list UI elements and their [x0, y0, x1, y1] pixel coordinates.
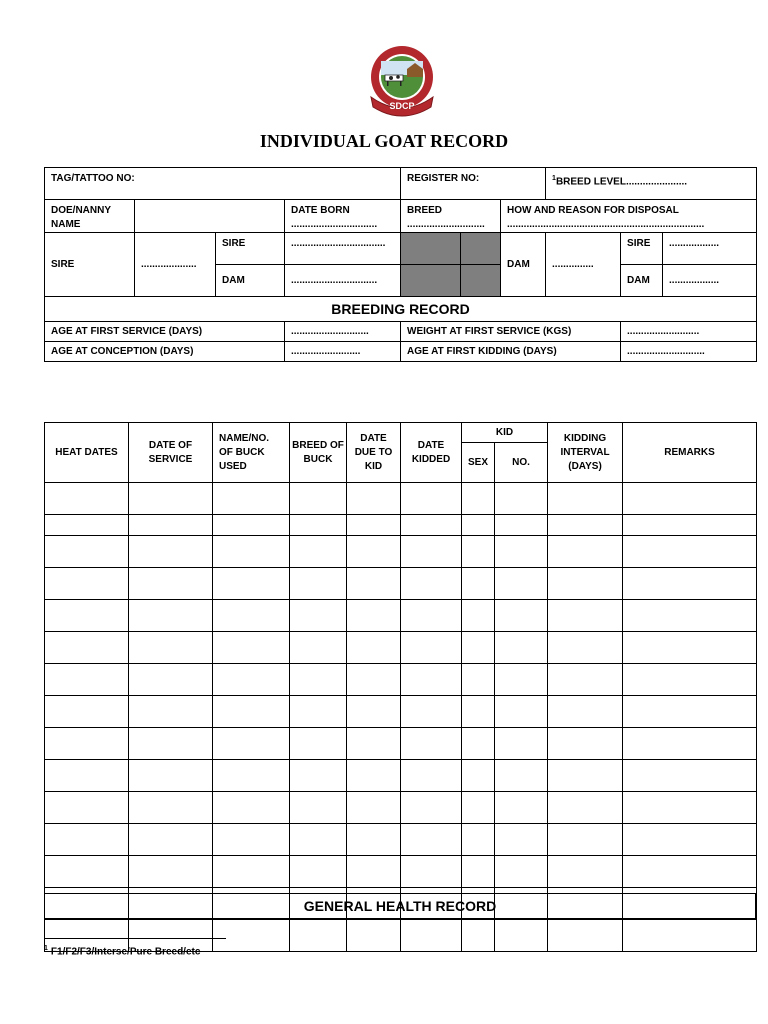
entry-cell[interactable] [623, 920, 757, 952]
entry-cell[interactable] [462, 515, 495, 536]
entry-cell[interactable] [129, 792, 213, 824]
table-row [45, 568, 757, 600]
col-breed-of-buck: BREED OF BUCK [290, 423, 347, 483]
entry-cell[interactable] [347, 728, 401, 760]
entry-cell[interactable] [462, 792, 495, 824]
footnote-rule [44, 938, 226, 939]
table-row [45, 632, 757, 664]
entry-cell[interactable] [401, 728, 462, 760]
entry-cell[interactable] [290, 483, 347, 515]
entry-cell[interactable] [45, 483, 129, 515]
table-row [45, 856, 757, 888]
age-conception-field[interactable]: ......................... [285, 342, 401, 362]
breed-field[interactable]: BREED ............................ [401, 200, 501, 233]
entry-cell[interactable] [45, 536, 129, 568]
table-row [45, 760, 757, 792]
dam-sire-label: SIRE [621, 233, 663, 265]
entry-cell[interactable] [213, 600, 290, 632]
entry-cell[interactable] [290, 856, 347, 888]
entry-cell[interactable] [290, 600, 347, 632]
age-first-service-field[interactable]: ............................ [285, 322, 401, 342]
entry-cell[interactable] [129, 824, 213, 856]
entry-cell[interactable] [401, 696, 462, 728]
entry-cell[interactable] [495, 856, 548, 888]
entry-cell[interactable] [623, 568, 757, 600]
entry-cell[interactable] [45, 696, 129, 728]
col-buck-used: NAME/NO. OF BUCK USED [213, 423, 290, 483]
entry-cell[interactable] [213, 568, 290, 600]
sire-label: SIRE [45, 233, 135, 297]
entry-cell[interactable] [129, 483, 213, 515]
entry-cell[interactable] [347, 920, 401, 952]
entry-cell[interactable] [548, 920, 623, 952]
entry-cell[interactable] [401, 515, 462, 536]
entry-cell[interactable] [290, 568, 347, 600]
entry-cell[interactable] [45, 632, 129, 664]
entry-cell[interactable] [347, 536, 401, 568]
col-remarks: REMARKS [623, 423, 757, 483]
entry-cell[interactable] [623, 536, 757, 568]
entry-cell[interactable] [401, 856, 462, 888]
entry-cell[interactable] [45, 792, 129, 824]
entry-cell[interactable] [347, 824, 401, 856]
dam-field[interactable]: ............... [546, 233, 621, 297]
entry-cell[interactable] [495, 483, 548, 515]
shaded-cell [461, 233, 501, 265]
entry-cell[interactable] [548, 760, 623, 792]
col-sex: SEX [462, 443, 495, 483]
entry-cell[interactable] [290, 632, 347, 664]
entry-cell[interactable] [548, 792, 623, 824]
age-first-kidding-label: AGE AT FIRST KIDDING (DAYS) [401, 342, 621, 362]
entry-cell[interactable] [495, 536, 548, 568]
shaded-cell [401, 233, 461, 265]
entry-cell[interactable] [213, 792, 290, 824]
dam-label: DAM [501, 233, 546, 297]
table-row [45, 515, 757, 536]
entry-cell[interactable] [462, 568, 495, 600]
entry-cell[interactable] [45, 568, 129, 600]
entry-cell[interactable] [290, 824, 347, 856]
entry-cell[interactable] [45, 515, 129, 536]
general-health-heading: GENERAL HEALTH RECORD [45, 894, 756, 919]
entry-cell[interactable] [401, 483, 462, 515]
entry-cell[interactable] [347, 515, 401, 536]
entry-cell[interactable] [548, 568, 623, 600]
entry-cell[interactable] [213, 536, 290, 568]
entry-cell[interactable] [548, 515, 623, 536]
tag-tattoo-field[interactable]: TAG/TATTOO NO: [45, 168, 401, 200]
table-row [45, 600, 757, 632]
entry-cell[interactable] [290, 760, 347, 792]
entry-cell[interactable] [401, 600, 462, 632]
entry-cell[interactable] [347, 600, 401, 632]
entry-cell[interactable] [548, 856, 623, 888]
entry-cell[interactable] [495, 920, 548, 952]
entry-cell[interactable] [548, 536, 623, 568]
entry-cell[interactable] [129, 632, 213, 664]
page-title: INDIVIDUAL GOAT RECORD [259, 131, 509, 151]
entry-cell[interactable] [213, 728, 290, 760]
entry-cell[interactable] [495, 568, 548, 600]
entry-cell[interactable] [347, 664, 401, 696]
entry-cell[interactable] [462, 728, 495, 760]
entry-cell[interactable] [213, 632, 290, 664]
entry-cell[interactable] [623, 600, 757, 632]
entry-cell[interactable] [623, 856, 757, 888]
entry-cell[interactable] [290, 515, 347, 536]
col-date-due: DATE DUE TO KID [347, 423, 401, 483]
entry-cell[interactable] [290, 728, 347, 760]
entry-cell[interactable] [45, 728, 129, 760]
table-row [45, 728, 757, 760]
age-conception-label: AGE AT CONCEPTION (DAYS) [45, 342, 285, 362]
entry-cell[interactable] [495, 696, 548, 728]
entry-cell[interactable] [213, 664, 290, 696]
entry-cell[interactable] [495, 824, 548, 856]
entry-cell[interactable] [45, 824, 129, 856]
entry-cell[interactable] [495, 760, 548, 792]
dam-sire-field[interactable]: .................. [663, 233, 757, 265]
sire-dam-label: DAM [216, 265, 285, 297]
sire-sire-label: SIRE [216, 233, 285, 265]
breeding-record-table [44, 422, 757, 952]
entry-cell[interactable] [623, 760, 757, 792]
doe-name-field[interactable] [135, 200, 285, 233]
entry-cell[interactable] [462, 856, 495, 888]
entry-cell[interactable] [290, 664, 347, 696]
entry-cell[interactable] [548, 728, 623, 760]
entry-cell[interactable] [290, 920, 347, 952]
weight-first-service-label: WEIGHT AT FIRST SERVICE (KGS) [401, 322, 621, 342]
age-first-kidding-field[interactable]: ............................ [621, 342, 757, 362]
entry-cell[interactable] [623, 632, 757, 664]
entry-cell[interactable] [45, 760, 129, 792]
entry-cell[interactable] [401, 792, 462, 824]
entry-cell[interactable] [401, 664, 462, 696]
entry-cell[interactable] [462, 483, 495, 515]
entry-cell[interactable] [347, 760, 401, 792]
entry-cell[interactable] [462, 536, 495, 568]
table-row [45, 536, 757, 568]
col-date-kidded: DATE KIDDED [401, 423, 462, 483]
entry-cell[interactable] [548, 483, 623, 515]
col-kid: KID [462, 423, 548, 443]
entry-cell[interactable] [495, 632, 548, 664]
col-date-of-service: DATE OF SERVICE [129, 423, 213, 483]
entry-cell[interactable] [401, 632, 462, 664]
entry-cell[interactable] [45, 664, 129, 696]
entry-cell[interactable] [129, 664, 213, 696]
entry-cell[interactable] [401, 536, 462, 568]
entry-cell[interactable] [347, 568, 401, 600]
col-heat-dates: HEAT DATES [45, 423, 129, 483]
col-kidding-interval: KIDDING INTERVAL (DAYS) [548, 423, 623, 483]
entry-cell[interactable] [495, 664, 548, 696]
entry-cell[interactable] [548, 824, 623, 856]
entry-cell[interactable] [623, 664, 757, 696]
entry-cell[interactable] [548, 664, 623, 696]
entry-cell[interactable] [129, 728, 213, 760]
entry-cell[interactable] [213, 515, 290, 536]
entry-cell[interactable] [129, 515, 213, 536]
table-row [45, 483, 757, 515]
entry-cell[interactable] [462, 632, 495, 664]
sire-field[interactable]: .................... [135, 233, 216, 297]
table-row [45, 696, 757, 728]
sire-sire-field[interactable]: .................................. [285, 233, 401, 265]
entry-cell[interactable] [495, 600, 548, 632]
entry-cell[interactable] [548, 632, 623, 664]
table-row [45, 664, 757, 696]
entry-cell[interactable] [548, 696, 623, 728]
entry-cell[interactable] [347, 696, 401, 728]
entry-cell[interactable] [129, 536, 213, 568]
entry-cell[interactable] [213, 824, 290, 856]
entry-cell[interactable] [401, 568, 462, 600]
entry-cell[interactable] [462, 760, 495, 792]
entry-cell[interactable] [213, 760, 290, 792]
entry-cell[interactable] [462, 920, 495, 952]
svg-text:SDCP: SDCP [389, 101, 415, 111]
entry-cell[interactable] [45, 600, 129, 632]
entry-cell[interactable] [462, 824, 495, 856]
doe-name-label: DOE/NANNY NAME [45, 200, 135, 233]
footnote: $^1$ F1/F2/F3/Interse/Pure Breed/etc [44, 945, 201, 958]
entry-cell[interactable] [495, 515, 548, 536]
entry-cell[interactable] [347, 632, 401, 664]
dam-dam-field[interactable]: .................. [663, 265, 757, 297]
col-no: NO. [495, 443, 548, 483]
date-born-field[interactable]: DATE BORN ............................... [285, 200, 401, 233]
breeding-record-heading: BREEDING RECORD [45, 297, 757, 322]
entry-cell[interactable] [129, 856, 213, 888]
dam-dam-label: DAM [621, 265, 663, 297]
register-no-field[interactable]: REGISTER NO: [401, 168, 546, 200]
entry-cell[interactable] [495, 792, 548, 824]
entry-cell[interactable] [623, 515, 757, 536]
shaded-cell [401, 265, 461, 297]
entry-cell[interactable] [213, 483, 290, 515]
entry-cell[interactable] [623, 824, 757, 856]
entry-cell[interactable] [213, 920, 290, 952]
entry-cell[interactable] [623, 483, 757, 515]
entry-cell[interactable] [548, 600, 623, 632]
entry-cell[interactable] [495, 728, 548, 760]
breed-level-field[interactable]: $^1$BREED LEVEL...................... [546, 168, 757, 200]
health-record-table [44, 893, 756, 919]
entry-cell[interactable] [213, 696, 290, 728]
entry-cell[interactable] [401, 824, 462, 856]
identity-table [44, 167, 757, 362]
shaded-cell [461, 265, 501, 297]
entry-cell[interactable] [401, 760, 462, 792]
table-row [45, 792, 757, 824]
disposal-field[interactable]: HOW AND REASON FOR DISPOSAL ....................................................................... [501, 200, 757, 233]
entry-cell[interactable] [129, 760, 213, 792]
table-row [45, 824, 757, 856]
entry-cell[interactable] [45, 856, 129, 888]
sdcp-logo [365, 45, 439, 117]
entry-cell[interactable] [462, 600, 495, 632]
entry-cell[interactable] [462, 664, 495, 696]
entry-cell[interactable] [401, 920, 462, 952]
entry-cell[interactable] [623, 728, 757, 760]
entry-cell[interactable] [347, 792, 401, 824]
entry-cell[interactable] [623, 696, 757, 728]
entry-cell[interactable] [462, 696, 495, 728]
entry-cell[interactable] [129, 696, 213, 728]
entry-cell[interactable] [129, 600, 213, 632]
entry-cell[interactable] [213, 856, 290, 888]
entry-cell[interactable] [623, 792, 757, 824]
age-first-service-label: AGE AT FIRST SERVICE (DAYS) [45, 322, 285, 342]
entry-cell[interactable] [290, 696, 347, 728]
entry-cell[interactable] [347, 483, 401, 515]
weight-first-service-field[interactable]: .......................... [621, 322, 757, 342]
entry-cell[interactable] [290, 792, 347, 824]
entry-cell[interactable] [347, 856, 401, 888]
entry-cell[interactable] [290, 536, 347, 568]
entry-cell[interactable] [129, 568, 213, 600]
sire-dam-field[interactable]: ............................... [285, 265, 401, 297]
